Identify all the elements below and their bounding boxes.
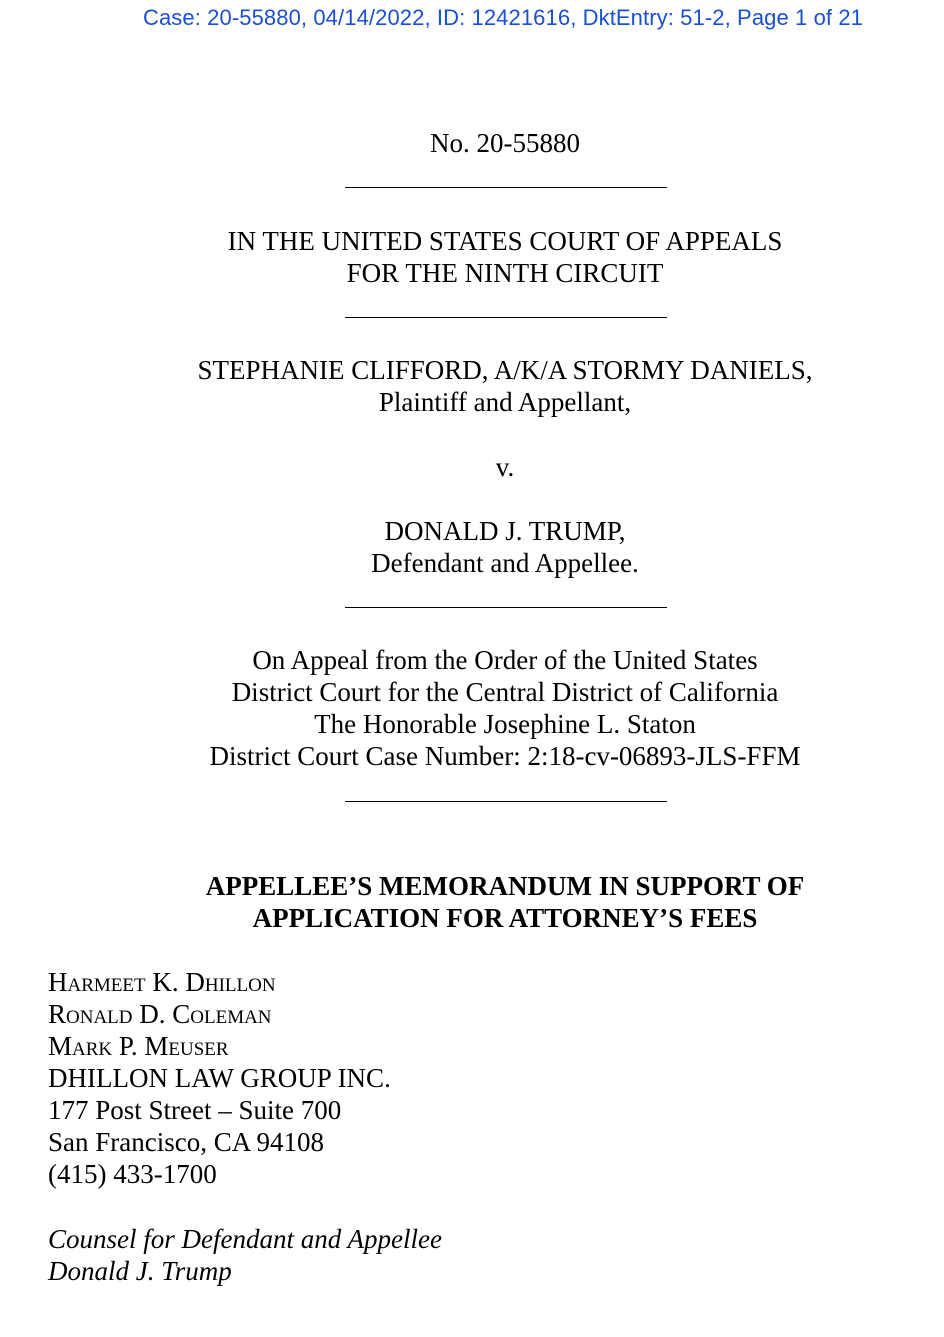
versus <box>0 451 944 483</box>
attorney-name: Ronald D. Coleman <box>48 999 272 1029</box>
plaintiff-name: STEPHANIE CLIFFORD, A/K/A STORMY DANIELS, <box>197 355 813 385</box>
counsel-role-line-1: Counsel for Defendant and Appellee <box>48 1224 442 1254</box>
appeal-line-2: District Court for the Central District of California <box>231 677 779 707</box>
divider-3 <box>345 607 667 608</box>
divider-2 <box>345 317 667 318</box>
attorney-name: Harmeet K. Dhillon <box>48 967 276 997</box>
versus-text: v. <box>495 452 515 482</box>
counsel-block <box>48 966 391 1190</box>
appeal-block <box>0 644 944 772</box>
address-line-2: San Francisco, CA 94108 <box>48 1127 324 1157</box>
defendant-name: DONALD J. TRUMP, <box>384 516 626 546</box>
plaintiff-block <box>0 354 944 418</box>
title-line-2: APPLICATION FOR ATTORNEY’S FEES <box>252 903 758 933</box>
attorney-name: Mark P. Meuser <box>48 1031 229 1061</box>
address-line-1: 177 Post Street – Suite 700 <box>48 1095 342 1125</box>
case-number-text: No. 20-55880 <box>430 128 580 158</box>
court-name <box>0 225 944 289</box>
appeal-line-1: On Appeal from the Order of the United States <box>252 645 758 675</box>
docket-stamp: Case: 20-55880, 04/14/2022, ID: 12421616, DktEntry: 51-2, Page 1 of 21 <box>142 5 864 30</box>
counsel-role <box>48 1223 442 1287</box>
appeal-line-4: District Court Case Number: 2:18-cv-06893-JLS-FFM <box>209 741 801 771</box>
defendant-role: Defendant and Appellee. <box>371 548 639 578</box>
document-title <box>0 870 944 934</box>
defendant-block <box>0 515 944 579</box>
court-line-1: IN THE UNITED STATES COURT OF APPEALS <box>227 226 783 256</box>
divider-4 <box>345 801 667 802</box>
case-number <box>0 127 944 159</box>
phone-number: (415) 433-1700 <box>48 1159 217 1189</box>
firm-name: DHILLON LAW GROUP INC. <box>48 1063 391 1093</box>
court-line-2: FOR THE NINTH CIRCUIT <box>346 258 664 288</box>
title-line-1: APPELLEE’S MEMORANDUM IN SUPPORT OF <box>205 871 805 901</box>
appeal-line-3: The Honorable Josephine L. Staton <box>314 709 696 739</box>
counsel-role-line-2: Donald J. Trump <box>48 1256 232 1286</box>
plaintiff-role: Plaintiff and Appellant, <box>378 387 632 417</box>
divider-1 <box>345 187 667 188</box>
